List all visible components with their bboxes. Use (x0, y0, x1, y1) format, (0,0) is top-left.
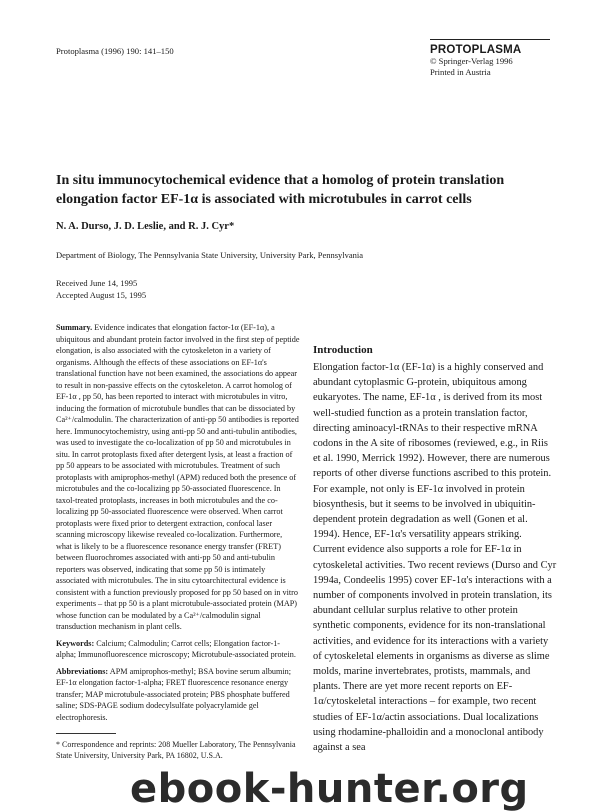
summary-label: Summary. (56, 323, 93, 332)
footnote-rule (56, 733, 116, 734)
brand-rule (430, 39, 550, 40)
printed-line: Printed in Austria (430, 67, 491, 77)
footnote (56, 733, 300, 761)
abbreviations (56, 666, 300, 724)
article-title: In situ immunocytochemical evidence that a homolog of protein translation elongation factor EF-1α is associated with microtubules in carrot cells (56, 173, 505, 207)
footnote-text: * Correspondence and reprints: 208 Mueller Laboratory, The Pennsylvania State University, University Park, PA 16802, U.S.A. (56, 740, 296, 760)
article-dates (56, 277, 146, 301)
accepted-date: Accepted August 15, 1995 (56, 290, 147, 300)
summary-text: Evidence indicates that elongation factor-1α (EF-1α), a ubiquitous and abundant protein factor involved in the first step of peptide elongation, is also associated with the cytoskeleton in a variety of organisms. Although the effects of these associations on EF-1α's translational function have not been examined, the associations do appear to result in non-passive effects on the cytoskeleton. A carrot homolog of EF-1α , pp 50, has been reported to interact with microtubules in vitro, inducing the formation of microtubule bundles that can be dissociated by Ca²⁺/calmodulin. The characterization of anti-pp 50 antibodies is reported here. Immunocytochemistry, using anti-pp 50 and anti-tubulin antibodies, was used to investigate the co-localization of pp 50 and microtubules in situ. In carrot protoplasts fixed after detergent lysis, at least a fraction of pp 50 appears to be associated with microtubules. Treatment of such protoplasts with amiprophos-methyl (APM) reduced both the presence of microtubules and the co-localizing pp 50-associated fluorescence. In taxol-treated protoplasts, increases in both microtubules and the co-localizing pp 50-associated fluorescence were observed. When carrot protoplasts were fixed prior to detergent extraction, confocal laser scanning microscopy likewise revealed co-localization. Furthermore, what is likely to be a fluorescence resonance energy transfer (FRET) between fluorochromes associated with anti-pp 50 and anti-tubulin reporters was observed, indicating that some pp 50 is intimately associated with microtubules. The in situ cytoarchitectural evidence is consistent with a function previously proposed for pp 50 based on in vitro experiments – that pp 50 is a plant microtubule-associated protein (MAP) whose function can be modulated by a Ca²⁺/calmodulin signal transduction mechanism in plant cells. (56, 323, 300, 631)
right-column (313, 322, 557, 755)
watermark: ebook-hunter.org (130, 766, 529, 812)
journal-name: PROTOPLASMA (430, 44, 522, 56)
abbreviations-text: APM amiprophos-methyl; BSA bovine serum albumin; EF-1α elongation factor-1-alpha; FRET fluorescence resonance energy transfer; MAP microtubule-associated protein; PBS phosphate buffered saline; SDS-PAGE sodium dodecylsulfate polyacrylamide gel electrophoresis. (56, 666, 292, 722)
keywords-text: Calcium; Calmodulin; Carrot cells; Elongation factor-1-alpha; Immunofluorescence microscopy; Microtubule-associated protein. (56, 638, 296, 659)
received-date: Received June 14, 1995 (56, 278, 138, 288)
keywords (56, 638, 300, 661)
introduction-paragraph-2: Current evidence also supports a role for EF-1α in cytoskeletal activities. Two recent reviews (Durso and Cyr 1994a, Condeelis 1995) cover EF-1α's interactions with a number of components involved in protein translation, its abundant cellular surplus relative to other protein synthetic components, evidence for its non-translational activities, and evidence for its interactions with a variety of cytoskeletal elements in organisms as diverse as slime molds, marine invertebrates, protists, mammals, and plants. There are yet more recent reports on EF-1α/cytoskeletal interactions – for example, two recent studies of EF-1α/actin associations. Dual localizations using rhodamine-phalloidin and a monoclonal antibody against a sea (313, 544, 557, 754)
copyright-line: © Springer-Verlag 1996 (430, 56, 513, 66)
introduction-heading: Introduction (313, 344, 373, 356)
abbreviations-label: Abbreviations: (56, 666, 109, 676)
summary (56, 322, 300, 633)
journal-brand-block (430, 39, 550, 78)
authors: N. A. Durso, J. D. Leslie, and R. J. Cyr* (56, 221, 235, 232)
affiliation: Department of Biology, The Pennsylvania State University, University Park, Pennsylvania (56, 250, 364, 260)
keywords-label: Keywords: (56, 638, 95, 648)
left-column (56, 322, 300, 728)
introduction-paragraph-1: Elongation factor-1α (EF-1α) is a highly conserved and abundant cytoplasmic G-protein, ubiquitous among eukaryotes. The name, EF-1α , is derived from its most well-studied function as a protein translation factor, directing aminoacyl-tRNAs to their respective mRNA codons in the A site of ribosomes (reviewed, e.g., in Riis et al. 1990, Merrick 1992). However, there are numerous reports of other diverse functions ascribed to this protein. For example, not only is EF-1α involved in protein biosynthesis, but it seems to be involved in ubiquitin-dependent protein degradation as well (Gonen et al. 1994). Hence, EF-1α's versatility appears striking. (313, 362, 552, 541)
journal-reference: Protoplasma (1996) 190: 141–150 (56, 46, 174, 56)
